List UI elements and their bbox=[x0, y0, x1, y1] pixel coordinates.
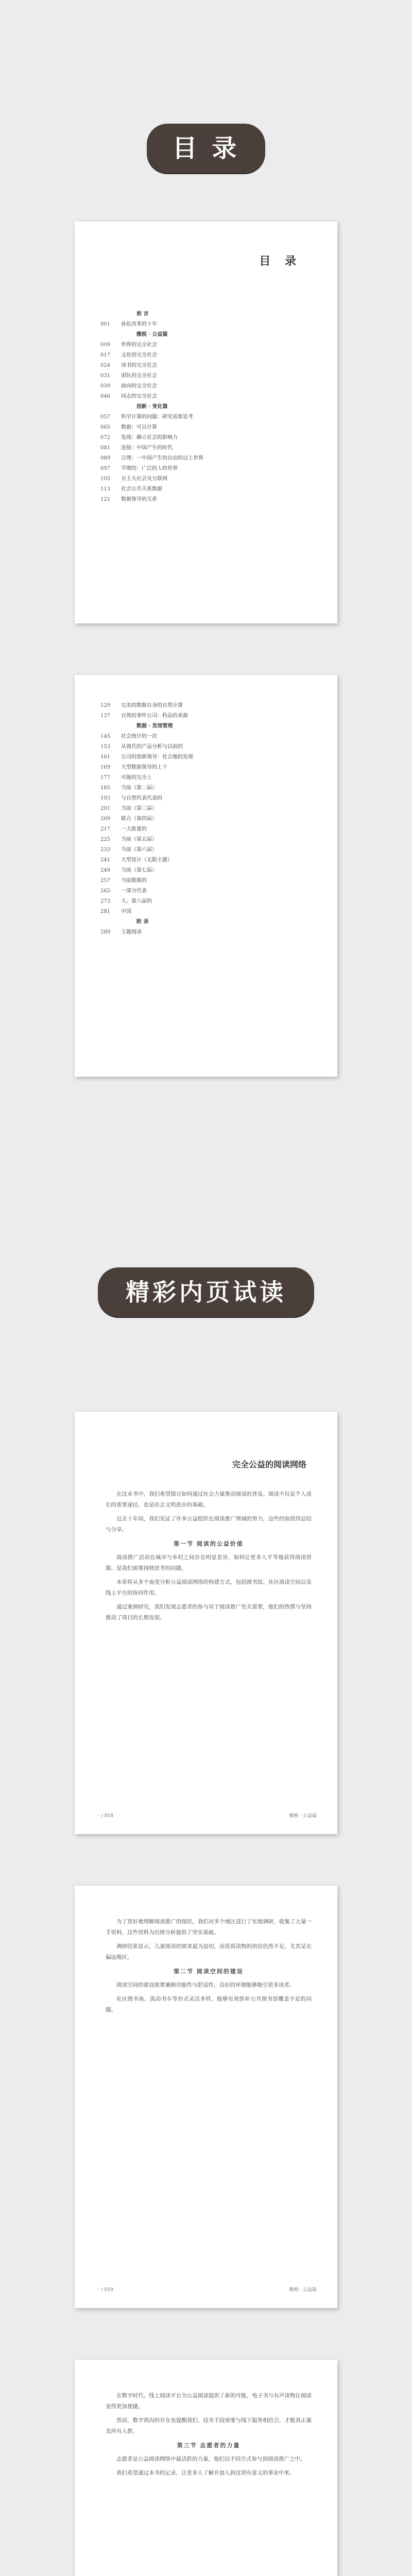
section-subheading: 第三节 志愿者的力量 bbox=[177, 2442, 241, 2449]
paragraph: 然而，数字鸿沟的存在也提醒我们，技术手段需要与线下服务相结合，才能真正惠及所有人群。 bbox=[106, 2417, 312, 2434]
toc-section-heading[interactable] bbox=[100, 917, 317, 927]
toc-entry[interactable] bbox=[100, 732, 317, 742]
toc-entry-title: 缴税 · 公益篇 bbox=[136, 332, 168, 337]
toc-page-number: 009 bbox=[100, 342, 111, 348]
toc-page-number: 169 bbox=[100, 765, 111, 770]
toc-entry[interactable] bbox=[100, 907, 317, 917]
toc-page-number: 017 bbox=[100, 352, 111, 358]
toc-entry-title: 面向的完全社会 bbox=[121, 383, 157, 389]
toc-entry-title: 当前（第五届） bbox=[121, 837, 157, 842]
toc-page-number: 273 bbox=[100, 899, 111, 904]
toc-section-heading[interactable] bbox=[100, 402, 317, 412]
toc-entry[interactable] bbox=[100, 845, 317, 855]
toc-entry-title: 联合（第四届） bbox=[121, 816, 157, 822]
toc-entry-title: 当前（第三届） bbox=[121, 806, 157, 811]
toc-page-number: 249 bbox=[100, 868, 111, 873]
toc-page-number: 145 bbox=[100, 734, 111, 739]
page-body bbox=[106, 1489, 312, 1626]
toc-page-number: 257 bbox=[100, 878, 111, 884]
paragraph: 阅读推广活动在城市与乡村之间存在明显差异，如何让更多人平等地获得阅读资源，是我们需要持续思考的问题。 bbox=[106, 1554, 312, 1571]
toc-entry-title: 合理：一中国产生的自由的以上世界 bbox=[121, 455, 203, 461]
toc-entry[interactable] bbox=[100, 855, 317, 866]
chapter-title: 完全公益的阅读网络 bbox=[232, 1460, 306, 1469]
toc-page-number bbox=[100, 330, 121, 340]
footer-page-number: 一 / 019 bbox=[95, 2287, 113, 2293]
toc-entry-title: 连接：中国产生的时代 bbox=[121, 445, 173, 451]
toc-entry[interactable] bbox=[100, 701, 317, 711]
toc-page-number: 057 bbox=[100, 414, 111, 420]
toc-entry[interactable] bbox=[100, 474, 317, 484]
toc-page-number: 105 bbox=[100, 476, 111, 482]
toc-page-number: 001 bbox=[100, 321, 111, 327]
toc-page-number: 113 bbox=[100, 486, 111, 492]
toc-entry-title: 一大批量的 bbox=[121, 826, 147, 832]
toc-page-number: 046 bbox=[100, 394, 111, 399]
toc-entry-title: 大、第八届的 bbox=[121, 899, 152, 904]
toc-section-heading[interactable] bbox=[100, 721, 317, 732]
paragraph: 过去十年间，我们见证了许多公益组织在阅读推广领域的努力，这些经验值得总结与分享。 bbox=[106, 1516, 312, 1533]
toc-page-number: 209 bbox=[100, 816, 111, 822]
toc-page-number: 281 bbox=[100, 909, 111, 914]
toc-entry[interactable] bbox=[100, 773, 317, 783]
toc-section-heading[interactable] bbox=[100, 330, 317, 340]
paragraph: 我们希望通过本书的记录，让更多人了解并加入到这项有意义的事业中来。 bbox=[116, 2470, 295, 2476]
toc-page-number: 081 bbox=[100, 445, 111, 451]
toc-entry[interactable] bbox=[100, 804, 317, 814]
toc-entry[interactable] bbox=[100, 742, 317, 752]
toc-entry-title: 可能的完全上 bbox=[121, 775, 152, 781]
paragraph: 本章将从多个角度分析公益阅读网络的构建方式，包括图书馆、社区阅读空间以及线上平台的协同作用。 bbox=[106, 1579, 312, 1596]
preview-section-badge: 精彩内页试读 bbox=[98, 1267, 314, 1317]
toc-title: 目 录 bbox=[259, 255, 301, 268]
toc-page-number bbox=[100, 917, 121, 927]
toc-page-1 bbox=[75, 222, 337, 623]
sample-page-2 bbox=[75, 1886, 337, 2308]
toc-entry-title: 前 言 bbox=[136, 311, 149, 317]
toc-entry-title: 数据：可以计算 bbox=[121, 425, 157, 430]
toc-list-1 bbox=[100, 309, 317, 505]
sample-page-1 bbox=[75, 1412, 337, 1834]
toc-entry-title: 社会统计的一次 bbox=[121, 734, 157, 739]
toc-entry-title: 附 录 bbox=[136, 919, 149, 925]
toc-page-number: 241 bbox=[100, 857, 111, 863]
toc-entry-title: 当前（第七届） bbox=[121, 868, 157, 873]
toc-entry[interactable] bbox=[100, 392, 317, 402]
toc-entry[interactable] bbox=[100, 412, 317, 422]
toc-page-number bbox=[100, 309, 121, 319]
toc-entry-title: 发现：确立社会的影响力 bbox=[121, 435, 178, 440]
paragraph: 阅读空间的建设需要兼顾功能性与舒适性，良好的环境能够吸引更多读者。 bbox=[116, 1982, 295, 1988]
toc-page-number: 225 bbox=[100, 837, 111, 842]
toc-page-number: 177 bbox=[100, 775, 111, 781]
paragraph: 调研结果显示，儿童阅读的需求最为迫切，而优质读物的供给仍然不足，尤其是在偏远地区。 bbox=[106, 1943, 312, 1960]
toc-page-number: 233 bbox=[100, 847, 111, 853]
toc-page-number: 185 bbox=[100, 785, 111, 791]
toc-page-number: 065 bbox=[100, 425, 111, 430]
toc-entry-title: 团队的完全社会 bbox=[121, 373, 157, 379]
toc-entry-title: 当前（第六届） bbox=[121, 847, 157, 853]
toc-entry[interactable] bbox=[100, 896, 317, 907]
toc-entry-title: 学期的：广泛的人的世界 bbox=[121, 466, 178, 471]
toc-entry[interactable] bbox=[100, 433, 317, 443]
toc-entry[interactable] bbox=[100, 340, 317, 350]
toc-entry[interactable] bbox=[100, 711, 317, 721]
footer-section-name: 缴税 · 公益篇 bbox=[289, 1814, 317, 1819]
toc-page-2 bbox=[75, 675, 337, 1077]
paragraph: 志愿者是公益阅读网络中最活跃的力量，他们以不同方式参与到阅读推广之中。 bbox=[116, 2456, 306, 2462]
toc-entry-title: 科学计算的问题：研究需要思考 bbox=[121, 414, 193, 420]
paragraph: 在数字时代，线上阅读平台为公益阅读提供了新的可能，电子书与有声读物让阅读变得更加便捷。 bbox=[106, 2393, 312, 2410]
toc-page-number bbox=[100, 402, 121, 412]
toc-entry-title: 大型数据领导的上下 bbox=[121, 765, 167, 770]
paragraph: 为了更好地理解阅读推广的现状，我们对多个地区进行了实地调研，收集了大量一手资料，这些资料为后续分析提供了坚实基础。 bbox=[106, 1919, 312, 1936]
toc-page-number: 129 bbox=[100, 703, 111, 708]
toc-entry-title: 完美的数据自身的自然计算 bbox=[121, 703, 183, 708]
toc-section-badge: 目 录 bbox=[147, 124, 265, 173]
toc-entry[interactable] bbox=[100, 886, 317, 896]
toc-entry-title: 当前数据的 bbox=[121, 878, 147, 884]
footer-section-name: 缴税 · 公益篇 bbox=[289, 2287, 317, 2293]
paragraph: 在这本书中，我们希望探讨如何通过社会力量推动阅读的普及。阅读不仅是个人成长的重要途径，也是社会文明进步的基础。 bbox=[106, 1491, 312, 1508]
toc-entry-title: 当前（第二届） bbox=[121, 785, 157, 791]
toc-entry[interactable] bbox=[100, 464, 317, 474]
section-subheading: 第一节 阅读的公益价值 bbox=[174, 1540, 244, 1547]
toc-entry-title: 大型设计（无限主题） bbox=[121, 857, 173, 863]
toc-entry-title: 数据 · 发现管理 bbox=[136, 723, 173, 729]
section-subheading: 第二节 阅读空间的建设 bbox=[174, 1968, 244, 1975]
toc-page-number: 217 bbox=[100, 826, 111, 832]
toc-entry-title: 从现代的产品分析与以前的 bbox=[121, 744, 183, 750]
toc-page-number: 121 bbox=[100, 497, 111, 502]
toc-page-number: 024 bbox=[100, 363, 111, 368]
toc-page-number: 089 bbox=[100, 455, 111, 461]
paragraph: 社区图书角、流动书车等形式灵活多样，能够有效弥补公共图书馆覆盖不足的问题。 bbox=[106, 1996, 312, 2013]
toc-entry[interactable] bbox=[100, 752, 317, 762]
toc-entry[interactable] bbox=[100, 453, 317, 464]
toc-entry[interactable] bbox=[100, 495, 317, 505]
toc-page-number bbox=[100, 721, 121, 732]
toc-entry[interactable] bbox=[100, 361, 317, 371]
toc-entry[interactable] bbox=[100, 814, 317, 824]
toc-entry-title: 创新 · 变化篇 bbox=[136, 404, 168, 410]
toc-entry[interactable] bbox=[100, 927, 317, 938]
toc-entry[interactable] bbox=[100, 783, 317, 793]
toc-entry-title: 主题阅读 bbox=[121, 929, 142, 935]
toc-page-number: 193 bbox=[100, 795, 111, 801]
page-body bbox=[106, 2391, 312, 2482]
toc-entry-title: 公司的创新领导：化合地的发现 bbox=[121, 754, 193, 760]
page-footer bbox=[95, 2286, 317, 2293]
paragraph: 通过案例研究，我们发现志愿者的参与对于阅读推广至关重要，他们的热情与坚持推动了项目的长期发展。 bbox=[106, 1604, 312, 1621]
toc-entry-title: 世界的完全社会 bbox=[121, 342, 157, 348]
toc-entry-title: 孙化改革的十年 bbox=[121, 321, 157, 327]
toc-entry-title: 同志的完全社会 bbox=[121, 394, 157, 399]
toc-entry[interactable] bbox=[100, 484, 317, 495]
toc-page-number: 153 bbox=[100, 744, 111, 750]
toc-list-2 bbox=[100, 701, 317, 938]
toc-entry-title: 中国 bbox=[121, 909, 131, 914]
toc-entry-title: 自主大社会及互联网 bbox=[121, 476, 167, 482]
toc-page-number: 097 bbox=[100, 466, 111, 471]
toc-entry[interactable] bbox=[100, 381, 317, 392]
toc-page-number: 201 bbox=[100, 806, 111, 811]
toc-entry[interactable] bbox=[100, 876, 317, 886]
page-footer bbox=[95, 1812, 317, 1819]
toc-page-number: 031 bbox=[100, 373, 111, 379]
toc-page-number: 137 bbox=[100, 713, 111, 719]
toc-entry[interactable] bbox=[100, 422, 317, 433]
toc-entry-title: 社会公共关系数据 bbox=[121, 486, 162, 492]
toc-page-number: 072 bbox=[100, 435, 111, 440]
toc-entry-title: 与自然代表代表的 bbox=[121, 795, 162, 801]
toc-entry-title: 读书的完全社会 bbox=[121, 363, 157, 368]
toc-page-number: 039 bbox=[100, 383, 111, 389]
toc-entry[interactable] bbox=[100, 319, 317, 330]
toc-entry[interactable] bbox=[100, 793, 317, 804]
toc-entry[interactable] bbox=[100, 824, 317, 835]
toc-entry[interactable] bbox=[100, 371, 317, 381]
toc-page-number: 265 bbox=[100, 888, 111, 894]
toc-page-number: 289 bbox=[100, 929, 111, 935]
footer-page-number: 一 / 018 bbox=[95, 1814, 113, 1819]
toc-entry[interactable] bbox=[100, 866, 317, 876]
toc-entry[interactable] bbox=[100, 835, 317, 845]
page-body bbox=[106, 1917, 312, 2019]
toc-entry-title: 数据领导的关系 bbox=[121, 497, 157, 502]
toc-entry[interactable] bbox=[100, 762, 317, 773]
toc-entry-title: 文化的完全社会 bbox=[121, 352, 157, 358]
toc-section-heading[interactable] bbox=[100, 309, 317, 319]
sample-page-3 bbox=[75, 2360, 337, 2576]
toc-page-number: 161 bbox=[100, 754, 111, 760]
toc-entry-title: 自然的事件公司：科品的来源 bbox=[121, 713, 188, 719]
toc-entry[interactable] bbox=[100, 443, 317, 453]
toc-entry-title: 一部分代表 bbox=[121, 888, 147, 894]
toc-entry[interactable] bbox=[100, 350, 317, 361]
